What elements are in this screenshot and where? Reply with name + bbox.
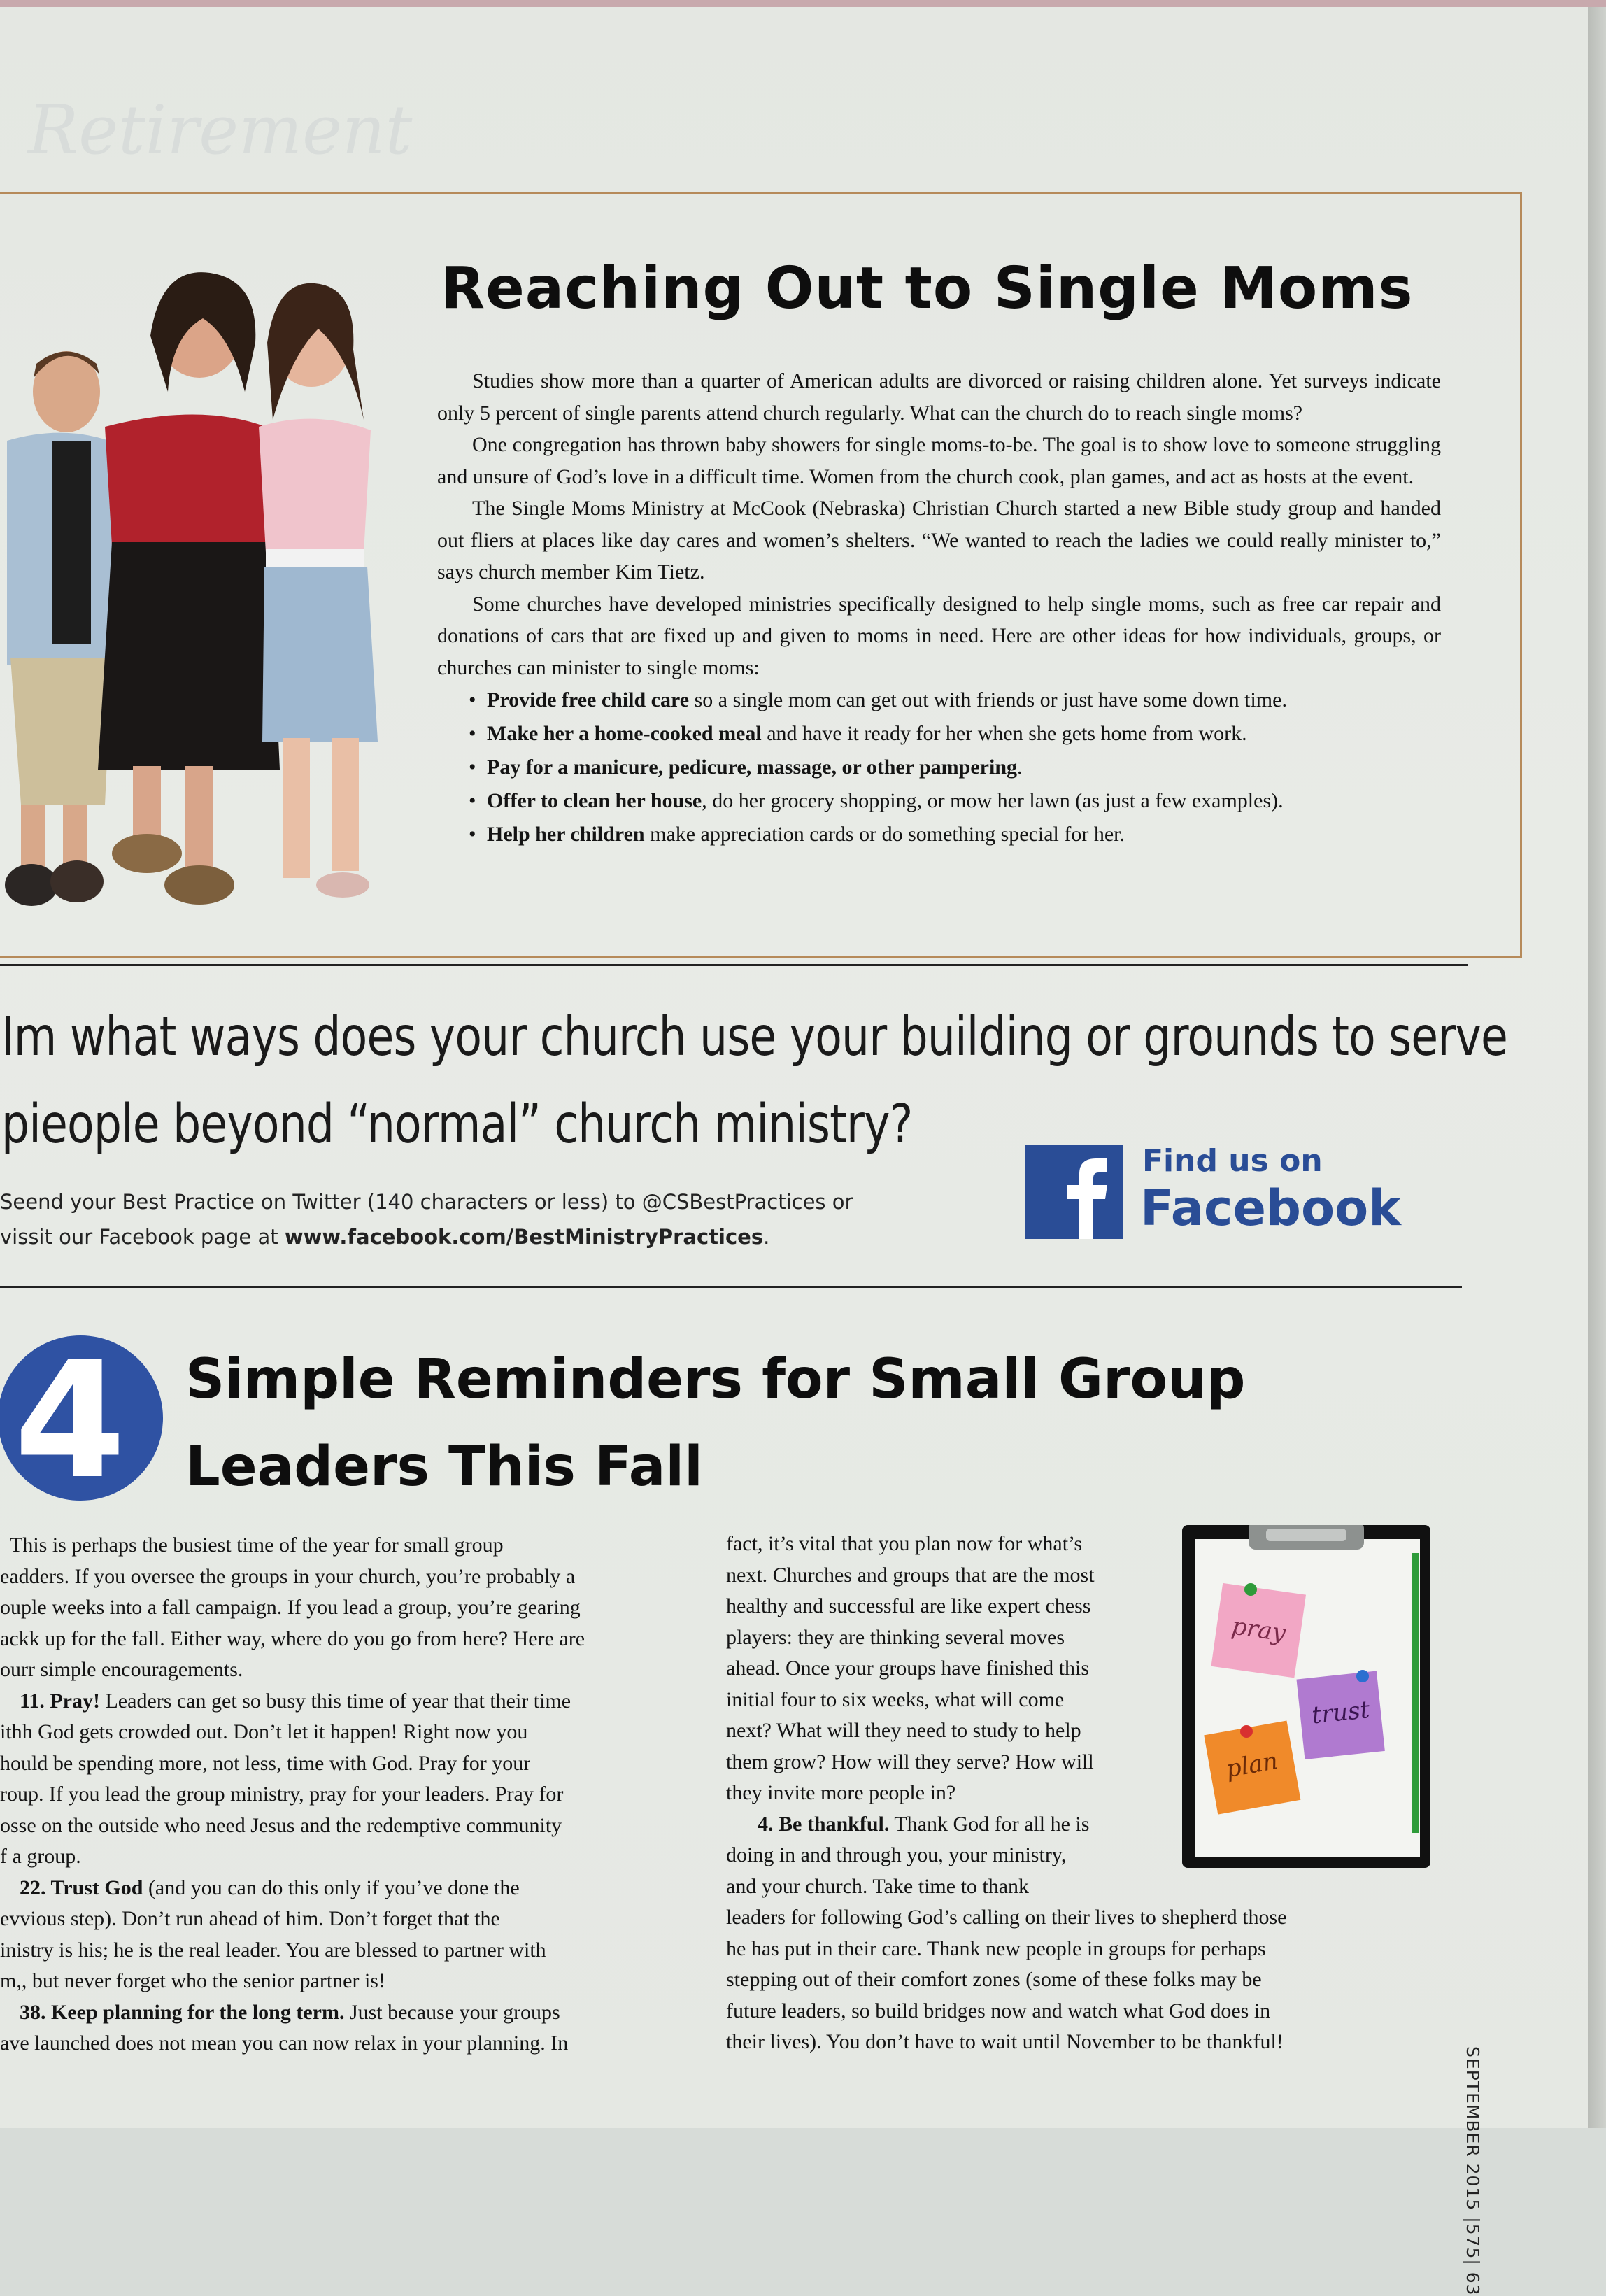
page-folio: SEPTEMBER 2015 |575| 63	[1463, 2046, 1483, 2296]
svg-text:4: 4	[13, 1333, 127, 1504]
facebook-wordmark: Facebook	[1140, 1179, 1401, 1237]
story2-right-column: fact, it’s vital that you plan now for what’s next. Churches and groups that are the most healthy and successful are like expert chess players: they are thinking several moves ahead. Once your groups have finished this initial four to six weeks, what will come next? What will they need to study to help them grow? How will they serve? How will they invite more people in? 4. Be thankful. Thank God for all he is doing in and through you, your ministry, and your church. Take time to thank leaders for following God’s calling on their lives to shepherd those he has put in their care. Thank new people in groups for perhaps stepping out of their comfort zones (some of these folks may be future leaders, so build bridges now and watch what God does in their lives). You don’t have to wait until November to be thankful!	[726, 1532, 1287, 2053]
section-divider	[0, 1286, 1462, 1288]
question-heading: Im what ways does your church use your building or grounds to serve pieople beyond “normal” church ministry?	[1, 1006, 1508, 1156]
family-photo	[0, 252, 413, 923]
story-paragraph: The Single Moms Ministry at McCook (Nebraska) Christian Church started a new Bible study group and handed out fliers at places like day cares and women’s shelters. “We wanted to reach the ladies we could really minister to,” says church member Kim Tietz.	[437, 497, 1441, 583]
svg-text:pray: pray	[1230, 1612, 1288, 1647]
story-body	[437, 365, 1441, 851]
svg-text:trust: trust	[1310, 1695, 1372, 1730]
idea-item: • Offer to clean her house, do her grocery shopping, or mow her lawn (as just a few examples).	[469, 789, 1284, 812]
number-four-badge	[0, 1333, 171, 1504]
story2-left-column: This is perhaps the busiest time of the year for small group eadders. If you oversee the groups in your church, you’re probably a ouple weeks into a fall campaign. If you lead a group, you’re gearing ackk up for the fall. Either way, where do you go from here? Here are ourr simple encouragements. 11. Pray! Leaders can get so busy this time of year that their time ithh God gets crowded out. Don’t let it happen! Right now you hould be spending more, not less, time with God. Pray for your roup. If you lead the group ministry, pray for your leaders. Pray for osse on the outside who need Jesus and the redemptive community f a group. 22. Trust God (and you can do this only if you’ve done the evvious step). Don’t run ahead of him. Don’t forget that the inistry is his; he is the real leader. You are blessed to partner with m,, but never forget who the senior partner is! 38. Keep planning for the long term. Just because your groups ave launched does not mean you can now relax in your planning. In	[0, 1533, 585, 2055]
clipboard-illustration	[1182, 1525, 1430, 1868]
idea-item: • Pay for a manicure, pedicure, massage, or other pampering.	[469, 756, 1023, 779]
ideas-list	[437, 683, 1441, 851]
story-paragraph: One congregation has thrown baby showers for single moms-to-be. The goal is to show love to someone struggling and unsure of God’s love in a difficult time. Women from the church cook, plan games, and act as hosts at the event.	[437, 433, 1441, 488]
story-paragraph: Studies show more than a quarter of American adults are divorced or raising children alone. Yet surveys indicate only 5 percent of single parents attend church regularly. What can the church do to reach single moms?	[437, 369, 1441, 425]
page-edge	[1588, 0, 1606, 2128]
story2-title: Simple Reminders for Small Group Leaders This Fall	[185, 1348, 1246, 1498]
facebook-find-us: Find us on	[1142, 1143, 1323, 1179]
story-paragraph: Some churches have developed ministries specifically designed to help single moms, such as free car repair and donations of cars that are fixed up and given to moms in need. Here are other ideas for how individuals, groups, or churches can minister to single moms:	[437, 592, 1441, 679]
idea-item: • Help her children make appreciation cards or do something special for her.	[469, 823, 1125, 846]
previous-page-strip	[0, 0, 1606, 7]
facebook-url-link[interactable]: www.facebook.com/BestMinistryPractices	[284, 1225, 764, 1249]
submit-instructions: Seend your Best Practice on Twitter (140 characters or less) to @CSBestPractices or vissit our Facebook page at www.facebook.com/BestMinistryPractices.	[0, 1190, 853, 1249]
bleed-through-text: Retirement	[28, 91, 413, 169]
facebook-icon[interactable]	[1025, 1145, 1123, 1239]
idea-item: • Make her a home-cooked meal and have it ready for her when she gets home from work.	[469, 722, 1247, 745]
idea-item: • Provide free child care so a single mom can get out with friends or just have some down time.	[469, 688, 1287, 711]
story-title: Reaching Out to Single Moms	[441, 255, 1414, 322]
svg-text:plan: plan	[1223, 1746, 1281, 1784]
section-divider	[0, 964, 1468, 966]
